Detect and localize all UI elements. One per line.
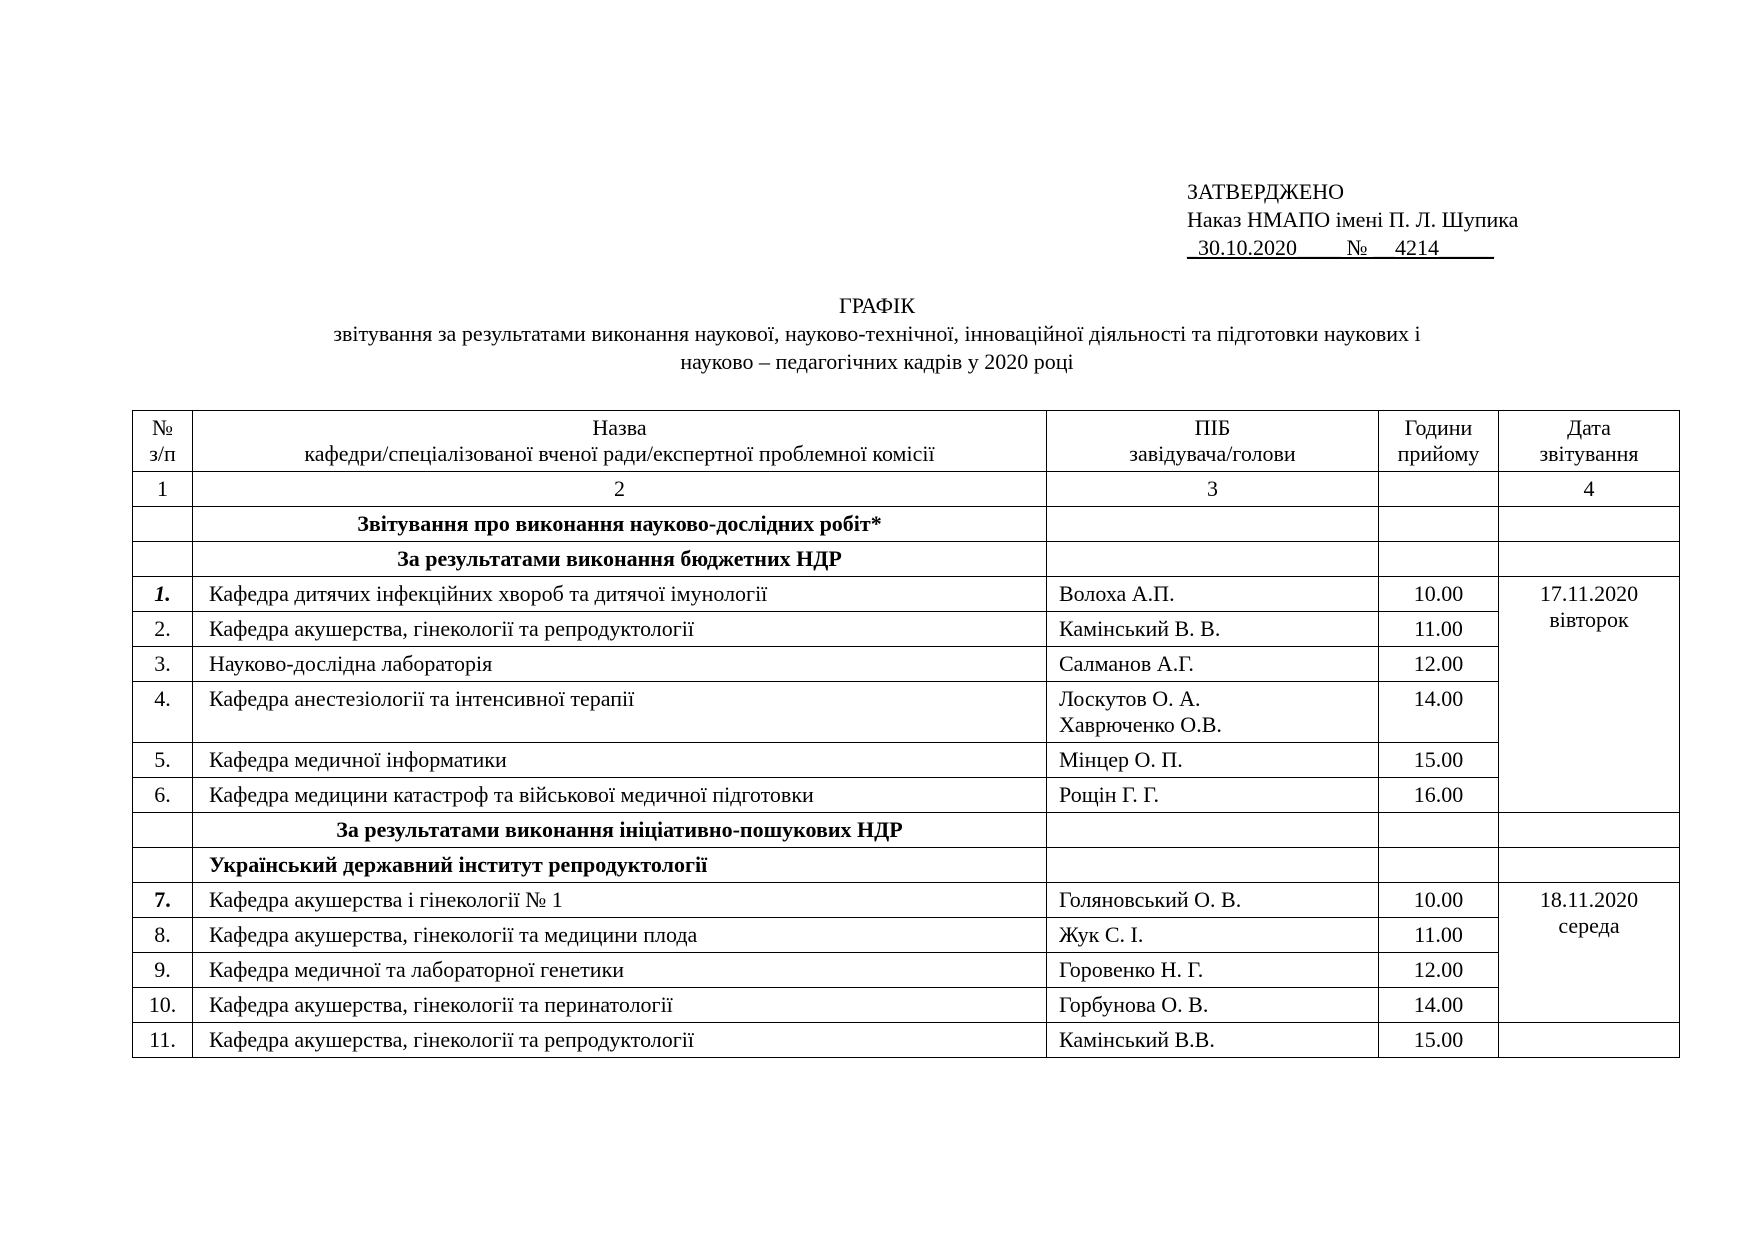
row-hour: 11.00	[1379, 612, 1499, 647]
row-num: 10.	[133, 988, 193, 1023]
row-pib: Рощін Г. Г.	[1047, 778, 1379, 813]
colnum-2: 2	[193, 472, 1047, 507]
header-num-b: з/п	[149, 441, 176, 466]
table-row	[133, 918, 1680, 953]
row-hour: 10.00	[1379, 577, 1499, 612]
row-num: 6.	[133, 778, 193, 813]
row-name: Кафедра акушерства, гінекології та перинатології	[193, 988, 1047, 1023]
title-line-1: звітування за результатами виконання наукової, науково-технічної, інноваційної діяльності та підготовки наукових і	[333, 321, 1421, 346]
table-row	[133, 1023, 1680, 1058]
row-pib: Салманов А.Г.	[1047, 647, 1379, 682]
row-pib: Волоха А.П.	[1047, 577, 1379, 612]
table-row	[133, 577, 1680, 612]
row-hour: 15.00	[1379, 743, 1499, 778]
group-date-value: 17.11.2020	[1539, 581, 1639, 606]
row-pib: Горбунова О. В.	[1047, 988, 1379, 1023]
table-row	[133, 778, 1680, 813]
section-title: Український державний інститут репродуктології	[193, 848, 1047, 883]
row-pib: Камінський В.В.	[1047, 1023, 1379, 1058]
row-hour: 11.00	[1379, 918, 1499, 953]
header-hours	[1379, 411, 1499, 472]
section-title: Звітування про виконання науково-дослідних робіт*	[193, 507, 1047, 542]
row-num: 7.	[133, 883, 193, 918]
group-date	[1499, 883, 1680, 1023]
header-row	[133, 411, 1680, 472]
row-pib-line-1: Лоскутов О. А.	[1059, 686, 1201, 711]
header-name	[193, 411, 1047, 472]
row-name: Кафедра акушерства, гінекології та медицини плода	[193, 918, 1047, 953]
header-name-b: кафедри/спеціалізованої вченої ради/експертної проблемної комісії	[304, 441, 935, 466]
document-title	[0, 292, 1754, 376]
table-row	[133, 988, 1680, 1023]
approval-stamp	[1187, 178, 1518, 262]
approval-date: 30.10.2020	[1198, 235, 1297, 260]
row-hour: 10.00	[1379, 883, 1499, 918]
row-num: 9.	[133, 953, 193, 988]
row-name: Кафедра акушерства, гінекології та репродуктології	[193, 612, 1047, 647]
approval-mid: ____ № __	[1297, 235, 1395, 260]
approval-order: Наказ НМАПО імені П. Л. Шупика	[1187, 207, 1519, 232]
header-date-b: звітування	[1539, 441, 1639, 466]
approval-date-prefix: _	[1187, 235, 1198, 260]
colnum-1: 1	[133, 472, 193, 507]
row-hour: 12.00	[1379, 647, 1499, 682]
row-pib-line-2: Хаврюченко О.В.	[1059, 712, 1222, 737]
section-row	[133, 848, 1680, 883]
header-date	[1499, 411, 1680, 472]
row-name: Кафедра дитячих інфекційних хвороб та дитячої імунології	[193, 577, 1047, 612]
row-num: 1.	[133, 577, 193, 612]
section-title: За результатами виконання бюджетних НДР	[193, 542, 1047, 577]
approval-date-line	[1187, 234, 1518, 262]
table-row	[133, 647, 1680, 682]
group-date	[1499, 577, 1680, 813]
schedule-table	[132, 410, 1680, 1058]
table-row	[133, 612, 1680, 647]
table-row	[133, 743, 1680, 778]
header-num-a: №	[152, 415, 173, 440]
row-name: Кафедра медичної інформатики	[193, 743, 1047, 778]
section-row	[133, 507, 1680, 542]
row-num: 3.	[133, 647, 193, 682]
approval-suffix: _____	[1439, 235, 1494, 260]
section-row	[133, 813, 1680, 848]
row-pib: Голяновський О. В.	[1047, 883, 1379, 918]
colnum-4: 4	[1499, 472, 1680, 507]
header-pib-b: завідувача/голови	[1129, 441, 1296, 466]
group-date-day: вівторок	[1549, 607, 1629, 632]
title-line-2: науково – педагогічних кадрів у 2020 році	[680, 349, 1074, 374]
section-title: За результатами виконання ініціативно-пошукових НДР	[193, 813, 1047, 848]
colnum-3: 3	[1047, 472, 1379, 507]
row-name: Кафедра акушерства, гінекології та репродуктології	[193, 1023, 1047, 1058]
header-date-a: Дата	[1567, 415, 1611, 440]
row-name: Кафедра анестезіології та інтенсивної терапії	[193, 682, 1047, 743]
row-pib: Мінцер О. П.	[1047, 743, 1379, 778]
table-row	[133, 953, 1680, 988]
row-name: Науково-дослідна лабораторія	[193, 647, 1047, 682]
header-hours-b: прийому	[1397, 441, 1480, 466]
colnum-empty	[1379, 472, 1499, 507]
row-hour: 15.00	[1379, 1023, 1499, 1058]
row-hour: 16.00	[1379, 778, 1499, 813]
row-num: 11.	[133, 1023, 193, 1058]
table-row	[133, 883, 1680, 918]
row-pib: Камінський В. В.	[1047, 612, 1379, 647]
column-number-row	[133, 472, 1680, 507]
row-pib: Горовенко Н. Г.	[1047, 953, 1379, 988]
header-hours-a: Години	[1404, 415, 1473, 440]
row-pib	[1047, 682, 1379, 743]
row-pib: Жук С. І.	[1047, 918, 1379, 953]
row-num: 2.	[133, 612, 193, 647]
group-date-day: середа	[1558, 913, 1620, 938]
row-num: 4.	[133, 682, 193, 743]
row-num: 5.	[133, 743, 193, 778]
header-num	[133, 411, 193, 472]
row-num: 8.	[133, 918, 193, 953]
header-pib-a: ПІБ	[1194, 415, 1231, 440]
row-name: Кафедра медицини катастроф та військової медичної підготовки	[193, 778, 1047, 813]
row-name: Кафедра акушерства і гінекології № 1	[193, 883, 1047, 918]
header-pib	[1047, 411, 1379, 472]
group-date-value: 18.11.2020	[1539, 887, 1639, 912]
row-hour: 12.00	[1379, 953, 1499, 988]
title-heading: ГРАФІК	[838, 293, 916, 318]
header-name-a: Назва	[592, 415, 647, 440]
row-hour: 14.00	[1379, 988, 1499, 1023]
approval-title: ЗАТВЕРДЖЕНО	[1187, 179, 1345, 204]
approval-number: 4214	[1395, 235, 1439, 260]
row-hour: 14.00	[1379, 682, 1499, 743]
section-row	[133, 542, 1680, 577]
row-name: Кафедра медичної та лабораторної генетики	[193, 953, 1047, 988]
table-row	[133, 682, 1680, 743]
